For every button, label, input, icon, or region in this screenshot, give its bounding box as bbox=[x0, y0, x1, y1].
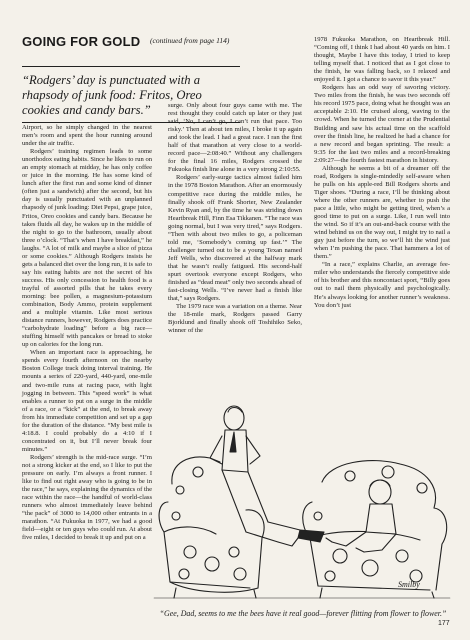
text-column-2 bbox=[168, 102, 302, 335]
paragraph: Rodgers’ early-surge tactics almost failed him in the 1978 Boston Marathon. After an enormously competitive race during the middle miles, he finally shook off Frank Shorter, New Zealander Kevin Ryan and, by the time he was striding down Heartbreak Hill, Finn Esa Tikkanen. “The race was going normal, but I was very tired,” says Rodgers. “Then with about two miles to go, a policeman told me, ‘Somebody’s coming up fast.’” The challenger turned out to be a young Texan named Jeff Wells, who discovered at the halfway mark that he wasn’t really fatigued. His second-half spurt overtook everyone except Rodgers, who finished as “dead meat” only two seconds ahead of fast-closing Wells. “I’ve never had a finish like that,” says Rodgers. bbox=[168, 174, 302, 303]
paragraph: Rodgers has an odd way of savoring victory. Two miles from the finish, he was two seconds off his record 1975 pace, doing what he thought was an acceptable 2:10. He cruised along, waving to the crowd. When he turned the corner at the Prudential Building and saw his actual time on the scaffold over the finish line, he realized he had a chance for a new record and began sprinting. The result: a 9:35 for the last two miles and a record-breaking 2:09:27—the fourth fastest marathon in history. bbox=[314, 84, 450, 164]
page-number: 177 bbox=[438, 620, 450, 627]
father-armchair bbox=[159, 457, 264, 598]
paragraph: Rodgers’ strength is the mid-race surge. “I’m not a strong kicker at the end, so I like to put the pressure on early. I’m always a front runner. I like to find out right away who is going to be in the race,” he says, explaining the dynamics of the race within the race—the handful of world-class runners who almost immediately leave behind “the pack” of 3000 to 14,000 other entrants in a marathon. “At Fukuoka in 1977, we had a good field—eight or ten guys who could run. At about five miles, I decided to break it up and put on a bbox=[22, 453, 152, 542]
pull-quote: “Rodgers’ day is punctuated with a rhapsody of junk food: Fritos, Oreo cookies and candy bars.” bbox=[22, 66, 240, 123]
text-column-3 bbox=[314, 36, 450, 310]
paragraph: Airport, so he simply changed in the nearest men’s room and spent the hour running around under the air traffic. bbox=[22, 124, 152, 148]
boy-figure bbox=[326, 480, 396, 552]
text-column-1 bbox=[22, 124, 152, 542]
paragraph: 1978 Fukuoka Marathon, on Heartbreak Hill. “Coming off, I think I had about 40 yards on him. I thought, Maybe I have this today, I tried to keep telling myself that. I noticed that as I got close to the finish, he was falling back, so I relaxed and enjoyed it. I got a chance to savor it this year.” bbox=[314, 36, 450, 84]
paragraph: The 1979 race was a variation on a theme. Near the 18-mile mark, Rodgers passed Garry Bjorklund and finally shook off Toshihiko Seko, winner of the bbox=[168, 303, 302, 335]
cartoon-illustration bbox=[150, 392, 456, 606]
cartoon-caption: “Gee, Dad, seems to me the bees have it real good—forever flitting from flower to flower.” bbox=[159, 609, 447, 618]
paragraph: surge. Only about four guys came with me. The rest thought they could catch up later or they just said, ‘No, I can’t go, I can’t run that pace. Too risky.’ Then at about ten miles, I broke it up again and took the lead. I had a great race. I ran the first half of that marathon at very close to a world-record pace—2:08:40.” Without any challengers for the final 16 miles, Rodgers crossed the Fukuoka finish line alone in a very strong 2:10:55. bbox=[168, 102, 302, 174]
paragraph: Although he seems a bit of a dreamer off the road, Rodgers is single-mindedly self-aware when he pulls on his apple-red Bill Rodgers shorts and Tiger shoes. “During a race, I’ll be thinking about where the other runners are, whether to push the pace a little, who might be getting tired, when’s a good time to put on a surge. Like, I run well into the wind. So if it’s an out-and-back course with the wind behind us on the way out, I might try to nail a guy just before the turn, so we’ll hit the wind just when I’m pushing the pace. That hammers a lot of them.” bbox=[314, 164, 450, 261]
artist-signature: Smilby bbox=[398, 580, 420, 589]
paragraph: Rodgers’ training regimen leads to some unorthodox eating habits. Since he likes to run on an empty stomach at midday, he has only coffee or juice in the morning. He has some kind of lunch after the first run and some kind of dinner (often just a sandwich) after the second, but his day is usually punctuated with an unplanned rhapsody of junk loading: Diet Pepsi, grape juice, Fritos, Oreo cookies and candy bars. Because he takes fluids all day, he wakes up in the middle of the night to go to the bathroom, usually about three o’clock. “That’s when I have breakfast,” he laughs. “A lot of milk and maybe a slice of pizza or some cookies.” Although Rodgers insists he gets a balanced diet over the long run, it is safe to say his eating habits are not the secret of his success. His only concession to health food is a trayful of assorted pills that he takes every morning: bee pollen, a magnesium-potassium combination, Body Ammo, protein supplement and a multiple vitamin. Like most serious distance runners, however, Rodgers does practice “carbohydrate loading” before a big race—stuffing himself with pancakes or bread to stoke up on calories for the long run. bbox=[22, 148, 153, 349]
section-title: GOING FOR GOLD bbox=[22, 34, 141, 49]
continued-note: (continued from page 114) bbox=[150, 36, 230, 45]
paragraph: When an important race is approaching, he spends every fourth afternoon on the nearby Boston College track doing interval training. He mounts a series of 220-yard, 440-yard, one-mile and two-mile runs at racing pace, with light jogging in between. This “speed work” is what enables a runner to put on a surge in the middle of a race, or a “kick” at the end, to break away from his immediate competition and set up a gap for the duration of the distance. “My best mile is 4:18.8. I could probably do a 4:10 if I concentrated on it, but I’ll never break four minutes.” bbox=[22, 349, 152, 453]
father-figure bbox=[210, 406, 324, 546]
paragraph: “In a race,” explains Charlie, an average fee-miler who understands the fiercely competitive side of his brother and this noncontact sport, “Billy goes out to nail them physically and psychologically. He’s always looking for another runner’s weakness. You don’t just bbox=[314, 261, 450, 309]
